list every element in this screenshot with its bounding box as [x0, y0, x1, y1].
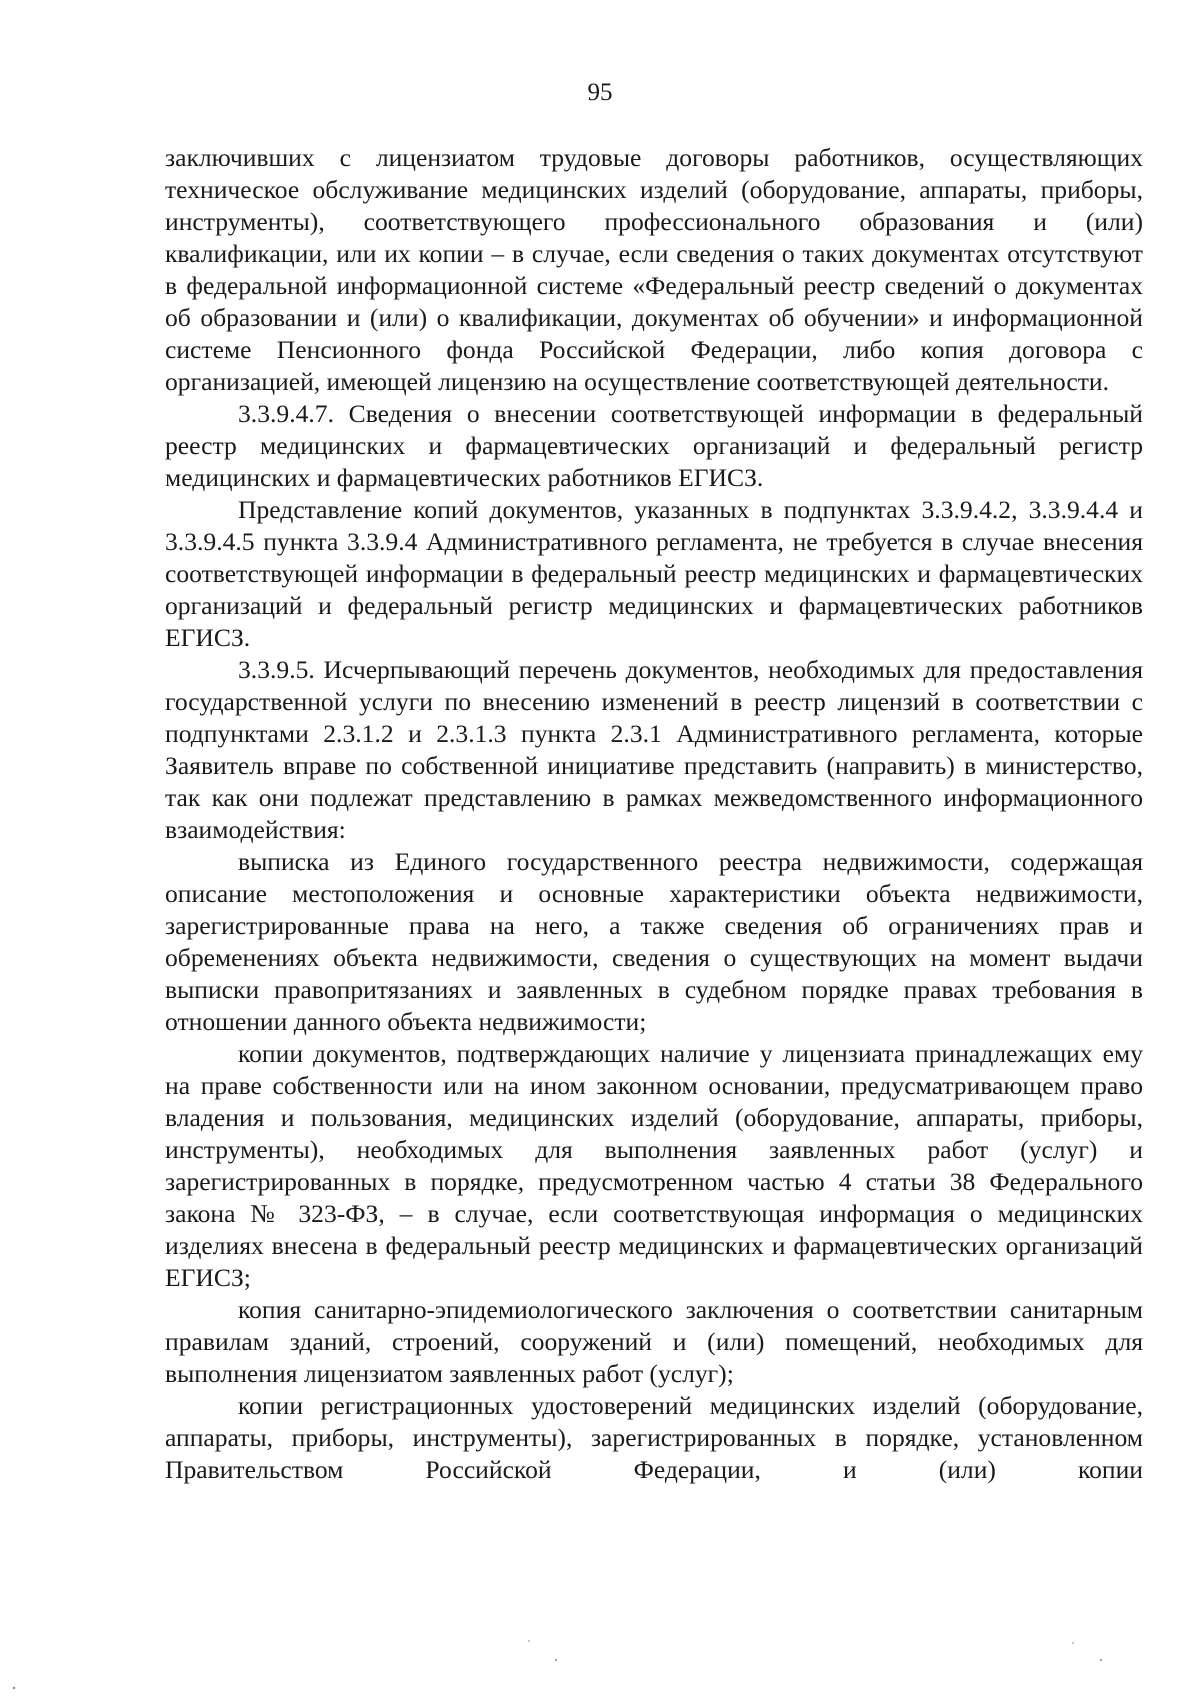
- paragraph-medical-devices-ownership: копии документов, подтверждающих наличие у лицензиата принадлежащих ему на праве собственности или на ином законном основании, предусматривающем право владения и пользования, медицинских изделий (оборудование, аппараты, приборы, инструменты), необходимых для выполнения заявленных работ (услуг) и зарегистрированных в порядке, предусмотренном частью 4 статьи 38 Федерального закона № 323-ФЗ, – в случае, если соответствующая информация о медицинских изделиях внесена в федеральный реестр медицинских и фармацевтических организаций ЕГИСЗ;: [165, 1039, 1143, 1292]
- paragraph-copies-not-required: Представление копий документов, указанных в подпунктах 3.3.9.4.2, 3.3.9.4.4 и 3.3.9.4.5 пункта 3.3.9.4 Административного регламента, не требуется в случае внесения соответствующей информации в федеральный реестр медицинских и фармацевтических организаций и федеральный регистр медицинских и фармацевтических работников ЕГИСЗ.: [165, 495, 1143, 652]
- paragraph-3-3-9-5: 3.3.9.5. Исчерпывающий перечень документов, необходимых для предоставления государственной услуги по внесению изменений в реестр лицензий в соответствии с подпунктами 2.3.1.2 и 2.3.1.3 пункта 2.3.1 Административного регламента, которые Заявитель вправе по собственной инициативе представить (направить) в министерство, так как они подлежат представлению в рамках межведомственного информационного взаимодействия:: [165, 655, 1143, 844]
- page-number: 95: [587, 79, 613, 106]
- paragraph-egrn-extract: выписка из Единого государственного реестра недвижимости, содержащая описание местоположения и основные характеристики объекта недвижимости, зарегистрированные права на него, а также сведения об ограничениях прав и обременениях объекта недвижимости, сведения о существующих на момент выдачи выписки правопритязаниях и заявленных в судебном порядке правах требования в отношении данного объекта недвижимости;: [165, 847, 1143, 1036]
- paragraph-registration-certificates: копии регистрационных удостоверений медицинских изделий (оборудование, аппараты, приборы, инструменты), зарегистрированных в порядке, установленном Правительством Российской Федерации, и (или) копии: [165, 1391, 1143, 1484]
- paragraph-sanitary-conclusion: копия санитарно-эпидемиологического заключения о соответствии санитарным правилам зданий, строений, сооружений и (или) помещений, необходимых для выполнения лицензиатом заявленных работ (услуг);: [165, 1295, 1143, 1388]
- document-body: [165, 142, 1143, 1486]
- paragraph-continuation: заключивших с лицензиатом трудовые договоры работников, осуществляющих техническое обслуживание медицинских изделий (оборудование, аппараты, приборы, инструменты), соответствующего профессионального образования и (или) квалификации, или их копии – в случае, если сведения о таких документах отсутствуют в федеральной информационной системе «Федеральный реестр сведений о документах об образовании и (или) о квалификации, документах об обучении» и информационной системе Пенсионного фонда Российской Федерации, либо копия договора с организацией, имеющей лицензию на осуществление соответствующей деятельности.: [165, 143, 1143, 396]
- paragraph-3-3-9-4-7: 3.3.9.4.7. Сведения о внесении соответствующей информации в федеральный реестр медицинских и фармацевтических организаций и федеральный регистр медицинских и фармацевтических работников ЕГИСЗ.: [165, 399, 1143, 492]
